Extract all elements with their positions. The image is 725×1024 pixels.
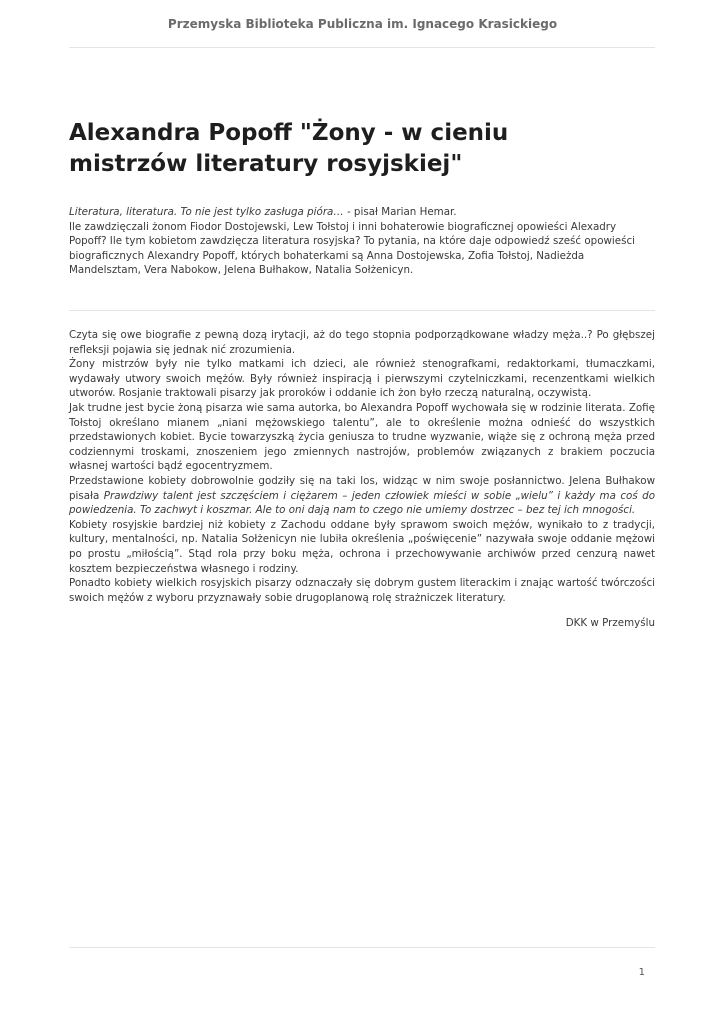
intro-quote-attribution: - pisał Marian Hemar. [343,206,457,218]
article-body [69,328,655,605]
paragraph-6: Ponadto kobiety wielkich rosyjskich pisarzy odznaczały się dobrym gustem literackim i znając wartość twórczości swoich mężów z wyboru przyznawały sobie drugoplanową rolę strażniczek literatury. [69,577,655,604]
article-intro [69,205,655,278]
intro-divider [69,310,655,311]
paragraph-4 [69,474,655,518]
paragraph-3: Jak trudne jest bycie żoną pisarza wie sama autorka, bo Alexandra Popoff wychowała się w rodzinie literata. Zofię Tołstoj określano mianem „niani mężowskiego talentu”, ale to określenie można odnieść do wszystkich przedstawionych kobiet. Bycie towarzyszką życia geniusza to trudne wyzwanie, wiąże się z ochroną męża przed codziennymi troskami, znoszeniem jego zmiennych nastrojów, problemów związanych z brakiem poczucia własnej wartości bądź egocentryzmem. [69,401,655,473]
library-header: Przemyska Biblioteka Publiczna im. Ignacego Krasickiego [167,17,558,31]
paragraph-4-lead: Przedstawione kobiety dobrowolnie godziły się na taki los, widząc w nim swoje posłannictwo. Jelena Bułhakow pisała [69,474,655,502]
paragraph-2: Żony mistrzów były nie tylko matkami ich dzieci, ale również stenografkami, redaktorkami, tłumaczkami, wydawały utwory swoich mężów. Były również inspiracją i pierwszymi czytelniczkami, recenzentkami wielkich utworów. Rosjanie traktowali pisarzy jak proroków i oddanie ich żon było rzeczą naturalną, oczywistą. [69,358,655,400]
paragraph-4-quote: Prawdziwy talent jest szczęściem i ciężarem – jeden człowiek mieści w sobie „wielu” i każdy ma coś do powiedzenia. To zachwyt i koszmar. Ale to oni dają nam to czego nie umiemy dostrzec – bez tej ich mnogości. [69,489,655,517]
footer-divider [69,947,655,948]
header-divider [69,47,655,48]
intro-text: Ile zawdzięczali żonom Fiodor Dostojewski, Lew Tołstoj i inni bohaterowie biograficznej opowieści Alexadry Popoff? Ile tym kobietom zawdzięcza literatura rosyjska? To pytania, na które daje odpowiedź sześć opowieści biograficznych Alexandry Popoff, których bohaterkami są Anna Dostojewska, Zofia Tołstoj, Nadieżda Mandelsztam, Vera Nabokow, Jelena Bułhakow, Natalia Sołżenicyn. [69,220,635,277]
article-signature: DKK w Przemyślu [565,617,655,629]
article-title: Alexandra Popoff "Żony - w cieniu mistrzów literatury rosyjskiej" [69,120,509,177]
intro-quote: Literatura, literatura. To nie jest tylko zasługa pióra… [69,206,344,218]
paragraph-1: Czyta się owe biografie z pewną dozą irytacji, aż do tego stopnia podporządkowane władzy męża..? Po głębszej refleksji pojawia się jednak nić zrozumienia. [69,329,655,356]
intro-quote-line [69,205,655,220]
page-number: 1 [638,967,645,978]
paragraph-5: Kobiety rosyjskie bardziej niż kobiety z Zachodu oddane były sprawom swoich mężów, wynikało to z tradycji, kultury, mentalności, np. Natalia Sołżenicyn nie lubiła określenia „poświęcenie” nazywała swoje oddanie mężowi po prostu „miłością”. Stąd rola przy boku męża, ochrona i przechowywanie archiwów przed cenzurą nawet kosztem bezpieczeństwa własnego i rodziny. [69,518,655,575]
